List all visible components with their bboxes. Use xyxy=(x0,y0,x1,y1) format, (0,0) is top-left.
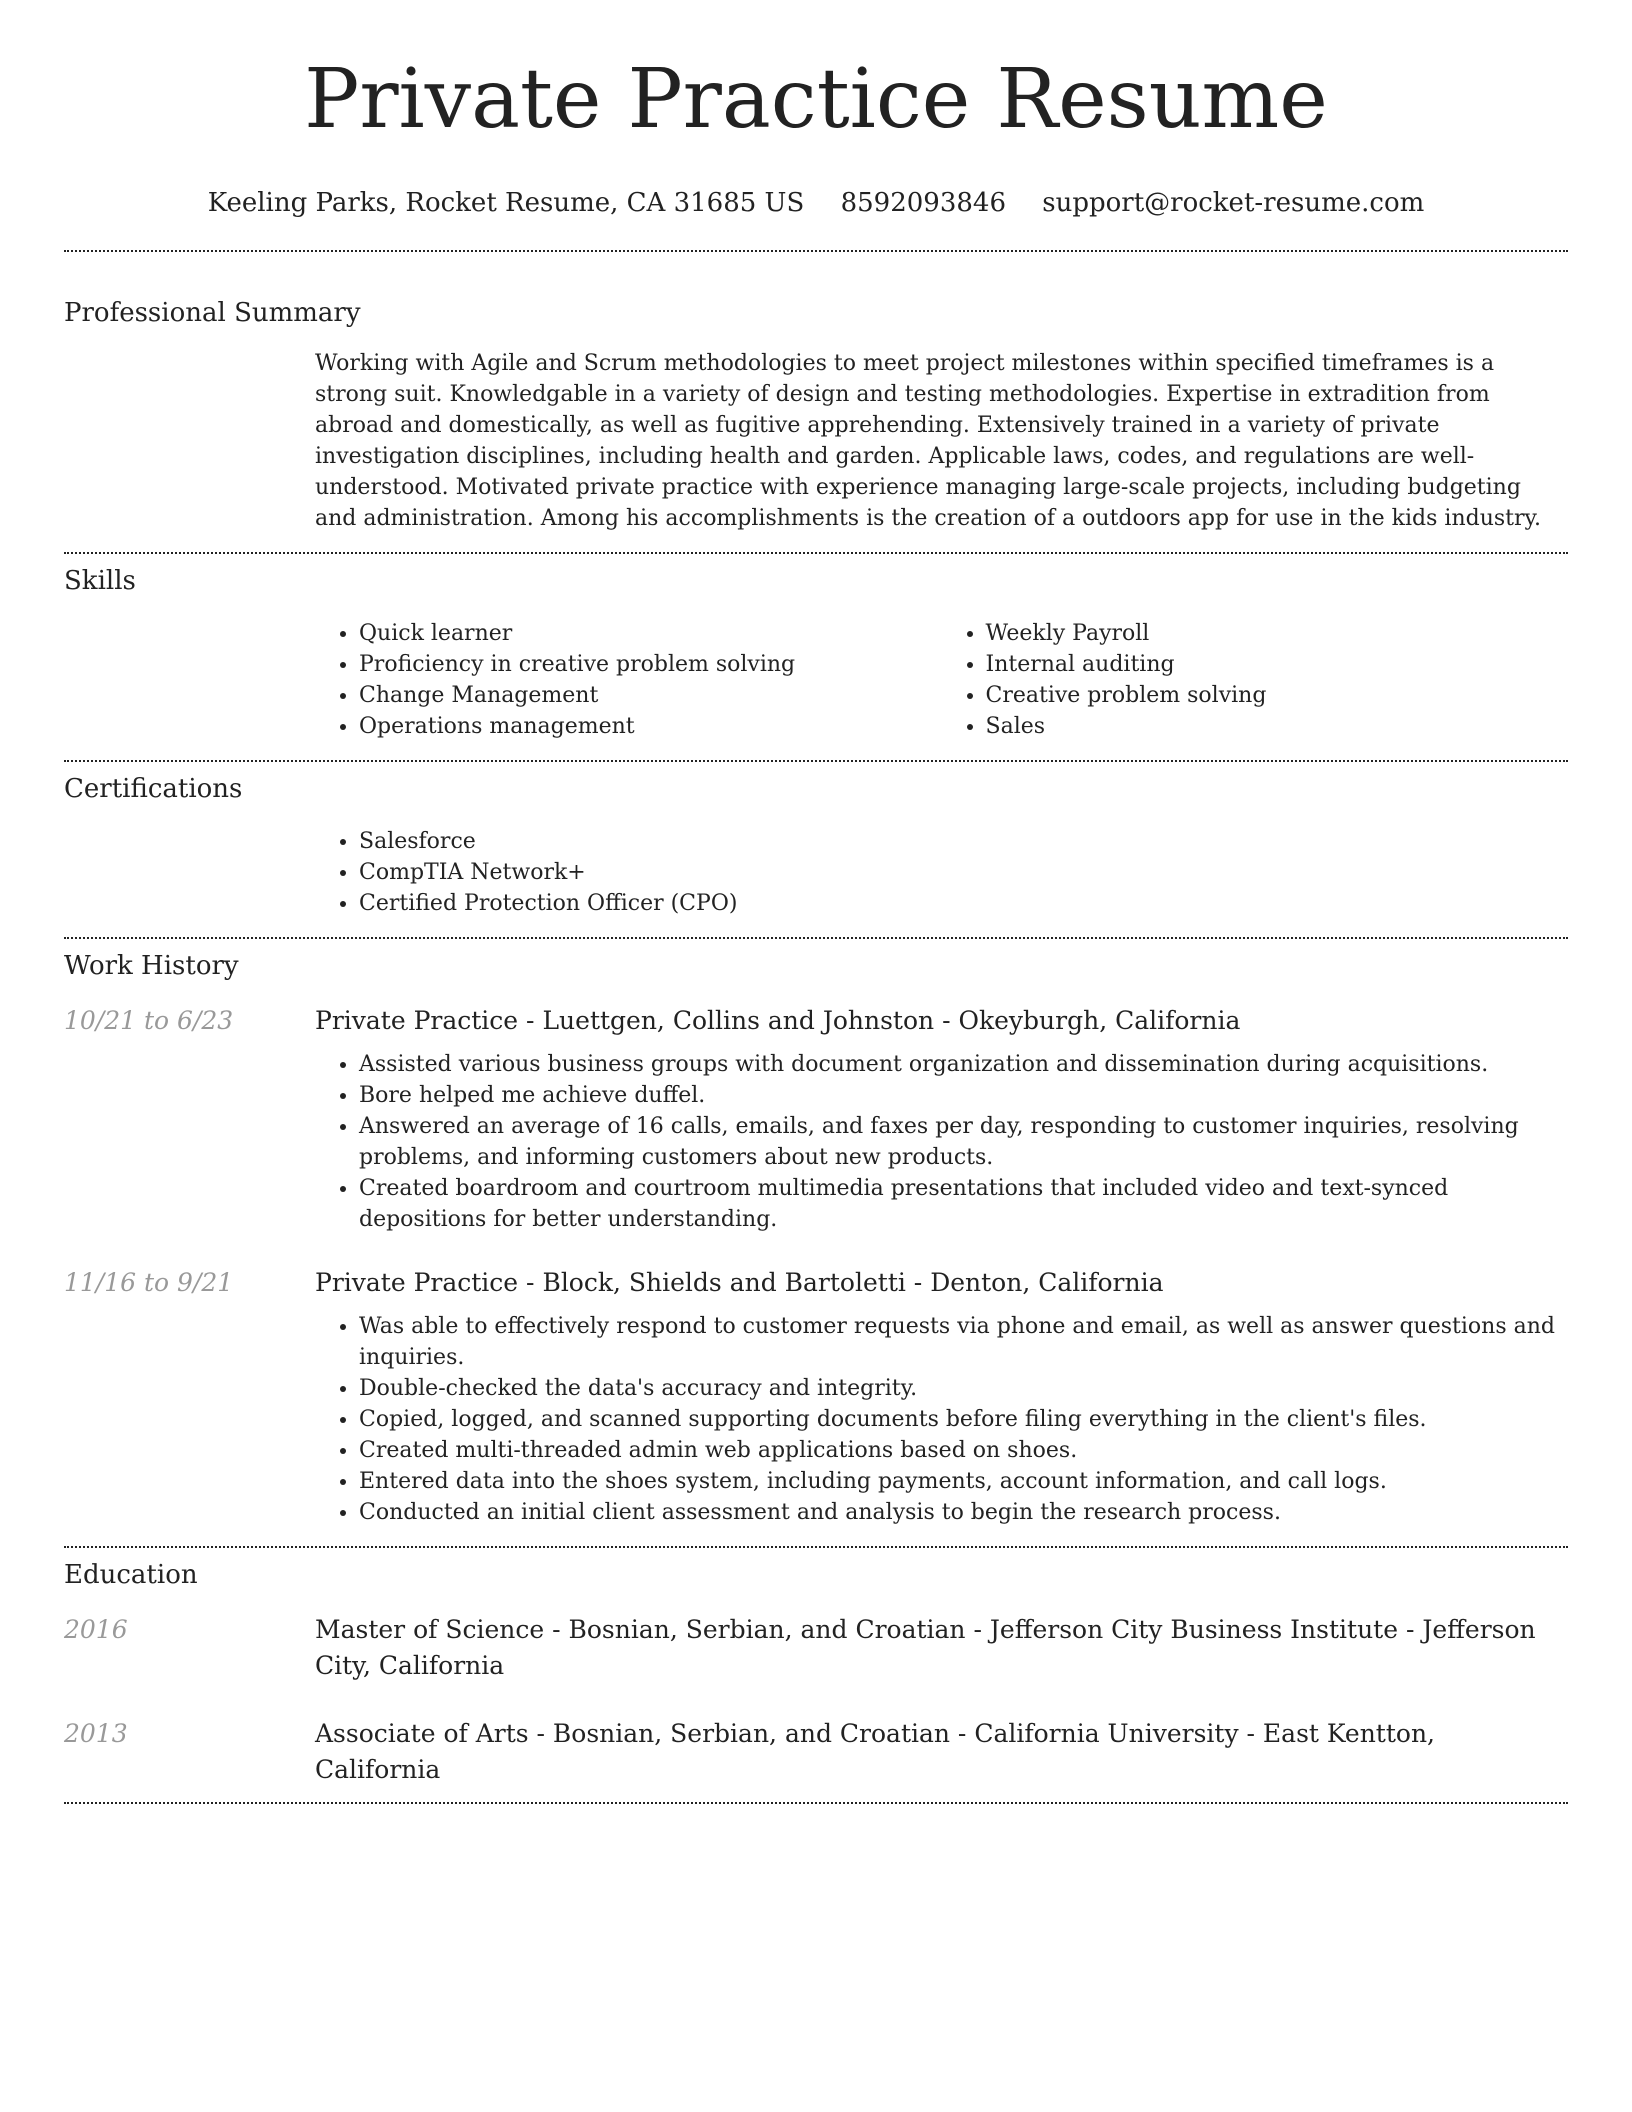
education-section xyxy=(64,1558,1568,1788)
divider xyxy=(64,250,1568,252)
skill-item: • Sales xyxy=(986,711,1569,742)
education-year: 2013 xyxy=(64,1719,128,1748)
job-bullet: • Bore helped me achieve duffel. xyxy=(359,1080,1568,1111)
skill-item: • Operations management xyxy=(359,711,942,742)
skill-item: • Creative problem solving xyxy=(986,680,1569,711)
job-entry xyxy=(64,1265,1568,1528)
job-bullet: • Answered an average of 16 calls, emails, and faxes per day, responding to customer inquiries, resolving problems, and informing customers about new products. xyxy=(359,1111,1568,1173)
job-dates: 10/21 to 6/23 xyxy=(64,1006,234,1035)
summary-heading: Professional Summary xyxy=(64,298,361,328)
job-bullet: • Created multi-threaded admin web applications based on shoes. xyxy=(359,1435,1568,1466)
job-bullet: • Conducted an initial client assessment and analysis to begin the research process. xyxy=(359,1497,1568,1528)
skill-item: • Weekly Payroll xyxy=(986,618,1569,649)
contact-email: support@rocket-resume.com xyxy=(1042,188,1425,218)
certifications-list xyxy=(315,826,1568,919)
skill-item: • Quick learner xyxy=(359,618,942,649)
education-entry xyxy=(64,1716,1568,1788)
job-dates: 11/16 to 9/21 xyxy=(64,1268,234,1297)
skill-item: • Proficiency in creative problem solving xyxy=(359,649,942,680)
education-title: Associate of Arts - Bosnian, Serbian, and Croatian - California University - East Kentton, California xyxy=(315,1719,1435,1784)
job-bullet: • Created boardroom and courtroom multimedia presentations that included video and text-synced depositions for better understanding. xyxy=(359,1173,1568,1235)
job-title: Private Practice - Block, Shields and Bartoletti - Denton, California xyxy=(315,1268,1164,1297)
certifications-heading: Certifications xyxy=(64,774,243,804)
job-bullets xyxy=(315,1311,1568,1528)
job-bullet: • Was able to effectively respond to customer requests via phone and email, as well as answer questions and inquiries. xyxy=(359,1311,1568,1373)
divider xyxy=(64,937,1568,939)
certification-item: • CompTIA Network+ xyxy=(359,857,1568,888)
skills-list-right xyxy=(942,618,1569,742)
education-entry xyxy=(64,1612,1568,1684)
work-history-section xyxy=(64,949,1568,1528)
education-year: 2016 xyxy=(64,1615,128,1644)
job-bullet: • Double-checked the data's accuracy and integrity. xyxy=(359,1373,1568,1404)
education-heading: Education xyxy=(64,1560,198,1590)
divider xyxy=(64,760,1568,762)
skills-heading: Skills xyxy=(64,566,136,596)
certification-item: • Salesforce xyxy=(359,826,1568,857)
resume-title: Private Practice Resume xyxy=(304,52,1328,147)
certifications-section xyxy=(64,772,1568,919)
education-title: Master of Science - Bosnian, Serbian, and Croatian - Jefferson City Business Institute - Jefferson City, California xyxy=(315,1615,1536,1680)
job-bullet: • Assisted various business groups with document organization and dissemination during acquisitions. xyxy=(359,1049,1568,1080)
certification-item: • Certified Protection Officer (CPO) xyxy=(359,888,1568,919)
job-title: Private Practice - Luettgen, Collins and Johnston - Okeyburgh, California xyxy=(315,1006,1241,1035)
divider xyxy=(64,552,1568,554)
skills-section xyxy=(64,564,1568,742)
contact-address: Keeling Parks, Rocket Resume, CA 31685 US xyxy=(207,188,805,218)
divider xyxy=(64,1546,1568,1548)
skill-item: • Internal auditing xyxy=(986,649,1569,680)
job-entry xyxy=(64,1003,1568,1235)
skills-list-left xyxy=(315,618,942,742)
summary-section xyxy=(64,296,1568,534)
skill-item: • Change Management xyxy=(359,680,942,711)
job-bullets xyxy=(315,1049,1568,1235)
job-bullet: • Copied, logged, and scanned supporting documents before filing everything in the client's files. xyxy=(359,1404,1568,1435)
work-history-heading: Work History xyxy=(64,951,239,981)
divider xyxy=(64,1802,1568,1804)
job-bullet: • Entered data into the shoes system, including payments, account information, and call logs. xyxy=(359,1466,1568,1497)
contact-line xyxy=(64,186,1568,220)
summary-text: Working with Agile and Scrum methodologies to meet project milestones within specified timeframes is a strong suit. Knowledgable in a variety of design and testing methodologies. Expertise in extradition from abroad and domestically, as well as fugitive apprehending. Extensively trained in a variety of private investigation disciplines, including health and garden. Applicable laws, codes, and regulations are well-understood. Motivated private practice with experience managing large-scale projects, including budgeting and administration. Among his accomplishments is the creation of a outdoors app for use in the kids industry. xyxy=(315,351,1542,531)
contact-phone: 8592093846 xyxy=(840,188,1006,218)
